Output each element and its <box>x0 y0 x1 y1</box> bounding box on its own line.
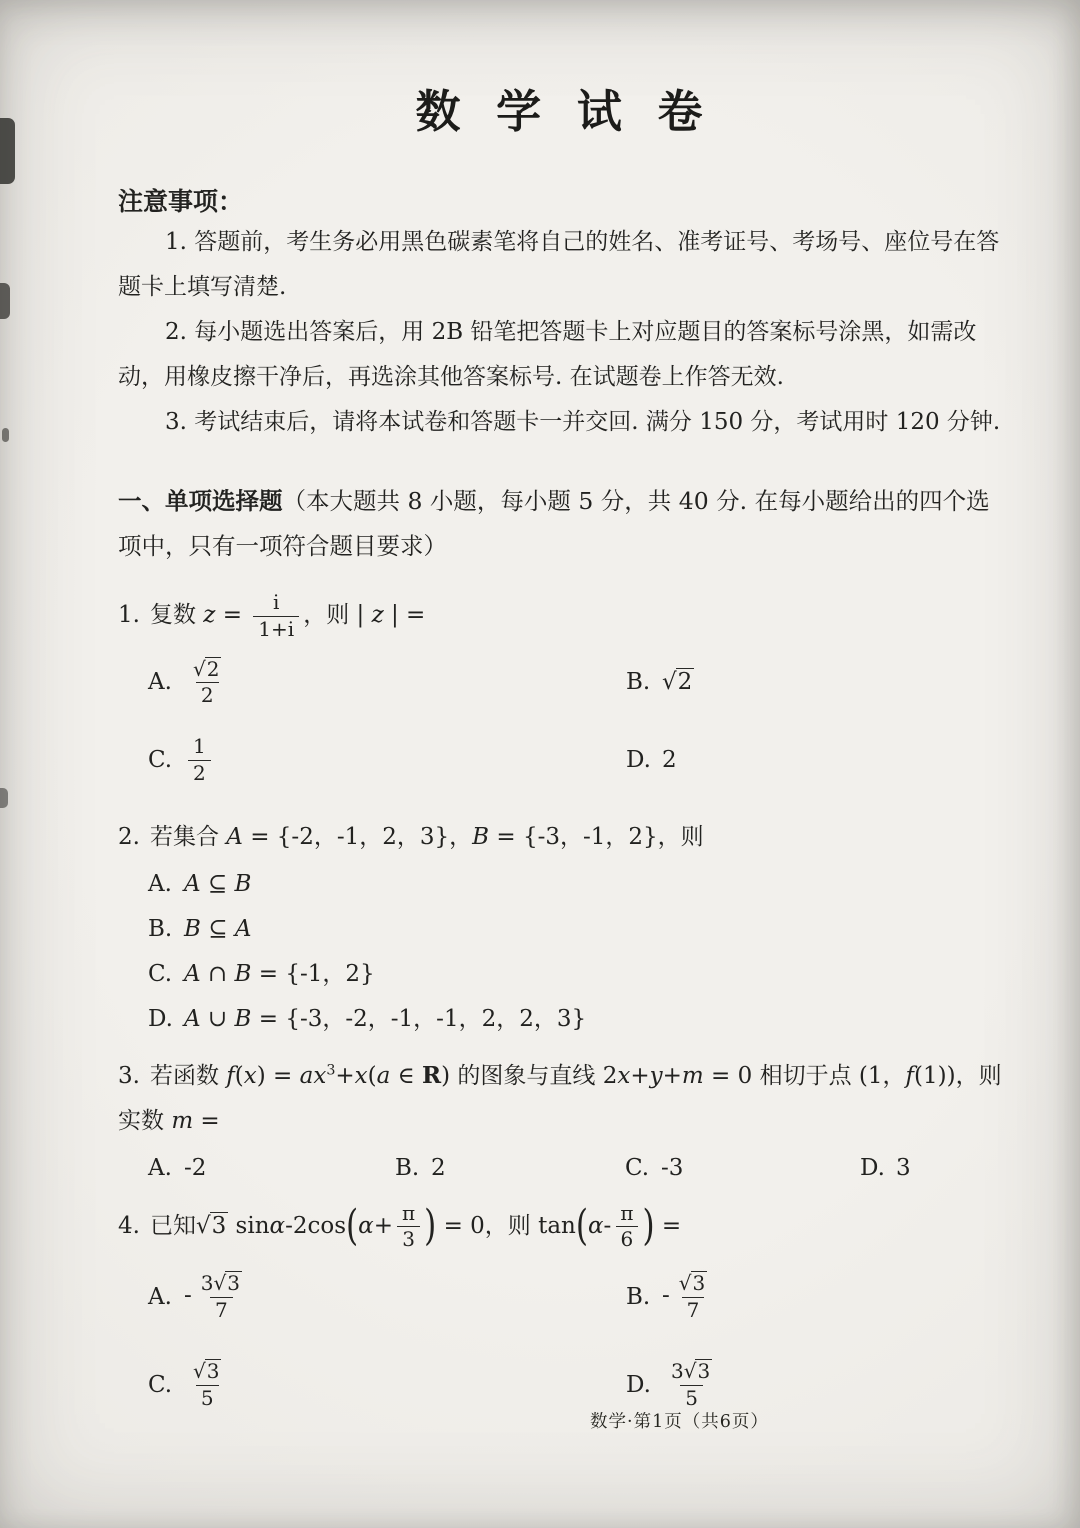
question-2-stem <box>118 815 1010 860</box>
option-label: A. <box>148 1284 172 1311</box>
option-label: C. <box>148 961 173 988</box>
page-footer: 数学·第1页（共6页） <box>590 1412 769 1432</box>
question-4-options <box>118 1258 1010 1424</box>
option-value: - $\frac{√3}{7}$ <box>662 1271 706 1323</box>
option-value: $\frac{3√3}{5}$ <box>671 1359 711 1411</box>
option-value: $\frac{1}{2}$ <box>184 735 215 785</box>
question-2-options <box>118 862 1010 1042</box>
option-value: 3 <box>896 1154 911 1181</box>
question-number: 4. <box>118 1212 140 1239</box>
option-value: √2 <box>662 669 693 696</box>
option-a <box>148 651 626 713</box>
option-value: A ⊆ B <box>184 871 252 898</box>
option-label: A. <box>148 1154 172 1181</box>
option-value: A ∩ B = {-1，2} <box>184 961 375 988</box>
option-b <box>395 1146 625 1190</box>
question-3 <box>118 1048 1010 1190</box>
option-value: A ∪ B = {-3，-2，-1，-1，2，2，3} <box>184 1006 587 1033</box>
question-number: 2. <box>118 824 140 851</box>
option-a <box>148 1258 626 1336</box>
option-d <box>860 1146 1010 1190</box>
notice-item-2: 2. 每小题选出答案后，用 2B 铅笔把答题卡上对应题目的答案标号涂黑，如需改动，用橡皮擦干净后，再选涂其他答案标号. 在试题卷上作答无效. <box>118 319 977 390</box>
option-c <box>148 729 626 791</box>
option-label: B. <box>626 1284 651 1311</box>
option-a <box>148 1146 395 1190</box>
option-value: 2 <box>662 747 677 774</box>
section-desc: （本大题共 8 小题，每小题 5 分，共 40 分. 在每小题给出的四个选项中，只有一项符合题目要求） <box>118 487 990 560</box>
option-value: $\frac{√2}{2}$ <box>193 656 220 708</box>
question-1 <box>118 591 1010 791</box>
question-1-options <box>118 651 1010 791</box>
question-3-options <box>118 1146 1010 1190</box>
question-1-stem <box>118 591 1010 641</box>
question-text: 若集合 A = {-2，-1，2，3}，B = {-3，-1，2}，则 <box>149 824 704 851</box>
question-4-stem <box>118 1202 1010 1252</box>
option-label: C. <box>148 747 173 774</box>
option-label: B. <box>148 916 173 943</box>
question-number: 1. <box>118 602 140 629</box>
option-value: B ⊆ A <box>184 916 252 943</box>
option-c <box>148 1346 626 1424</box>
option-b <box>148 907 1010 952</box>
option-c <box>625 1146 860 1190</box>
notice-item-1: 1. 答题前，考生务必用黑色碳素笔将自己的姓名、准考证号、考场号、座位号在答题卡上填写清楚. <box>118 229 1000 300</box>
option-d <box>626 729 1010 791</box>
notice-block <box>118 184 1010 445</box>
section-label: 一、单项选择题 <box>118 487 283 515</box>
option-label: D. <box>860 1154 885 1181</box>
question-2 <box>118 815 1010 1042</box>
option-label: C. <box>148 1372 173 1399</box>
section-title <box>118 479 1010 569</box>
option-value: $\frac{√3}{5}$ <box>193 1359 220 1411</box>
question-number: 3. <box>118 1062 140 1089</box>
option-value: - $\frac{3√3}{7}$ <box>184 1271 240 1323</box>
question-text: 复数 z = $\frac{i}{1+i}$ ，则 | z | = <box>149 590 426 641</box>
option-label: B. <box>395 1154 420 1181</box>
option-b <box>626 651 1010 713</box>
option-b <box>626 1258 1010 1336</box>
question-3-stem <box>118 1048 1010 1144</box>
notice-item-3: 3. 考试结束后，请将本试卷和答题卡一并交回. 满分 150 分，考试用时 120 分钟. <box>165 409 1001 435</box>
notice-heading: 注意事项： <box>118 187 244 216</box>
question-text: 已知√3 sinα-2cos(α+ $\frac{\pi}{3}$ ) = 0，则 tan(α- $\frac{\pi}{6}$ ) = <box>149 1200 682 1252</box>
option-label: B. <box>626 669 651 696</box>
option-value: -2 <box>184 1154 207 1181</box>
option-value: 2 <box>431 1154 446 1181</box>
option-value: -3 <box>661 1154 684 1181</box>
option-d <box>148 997 1010 1042</box>
option-a <box>148 862 1010 907</box>
question-4 <box>118 1202 1010 1424</box>
option-c <box>148 952 1010 997</box>
option-label: D. <box>626 747 651 774</box>
option-label: A. <box>148 669 172 696</box>
question-text: 若函数 $f(x) = ax^3+x(a$ ∈ R) 的图象与直线 2x+y+m = 0 相切于点 (1，f(1))，则实数 m = <box>118 1061 1002 1134</box>
option-label: A. <box>148 871 172 898</box>
option-label: C. <box>625 1154 650 1181</box>
page-title: 数 学 试 卷 <box>415 85 713 138</box>
option-label: D. <box>626 1372 651 1399</box>
option-label: D. <box>148 1006 173 1033</box>
